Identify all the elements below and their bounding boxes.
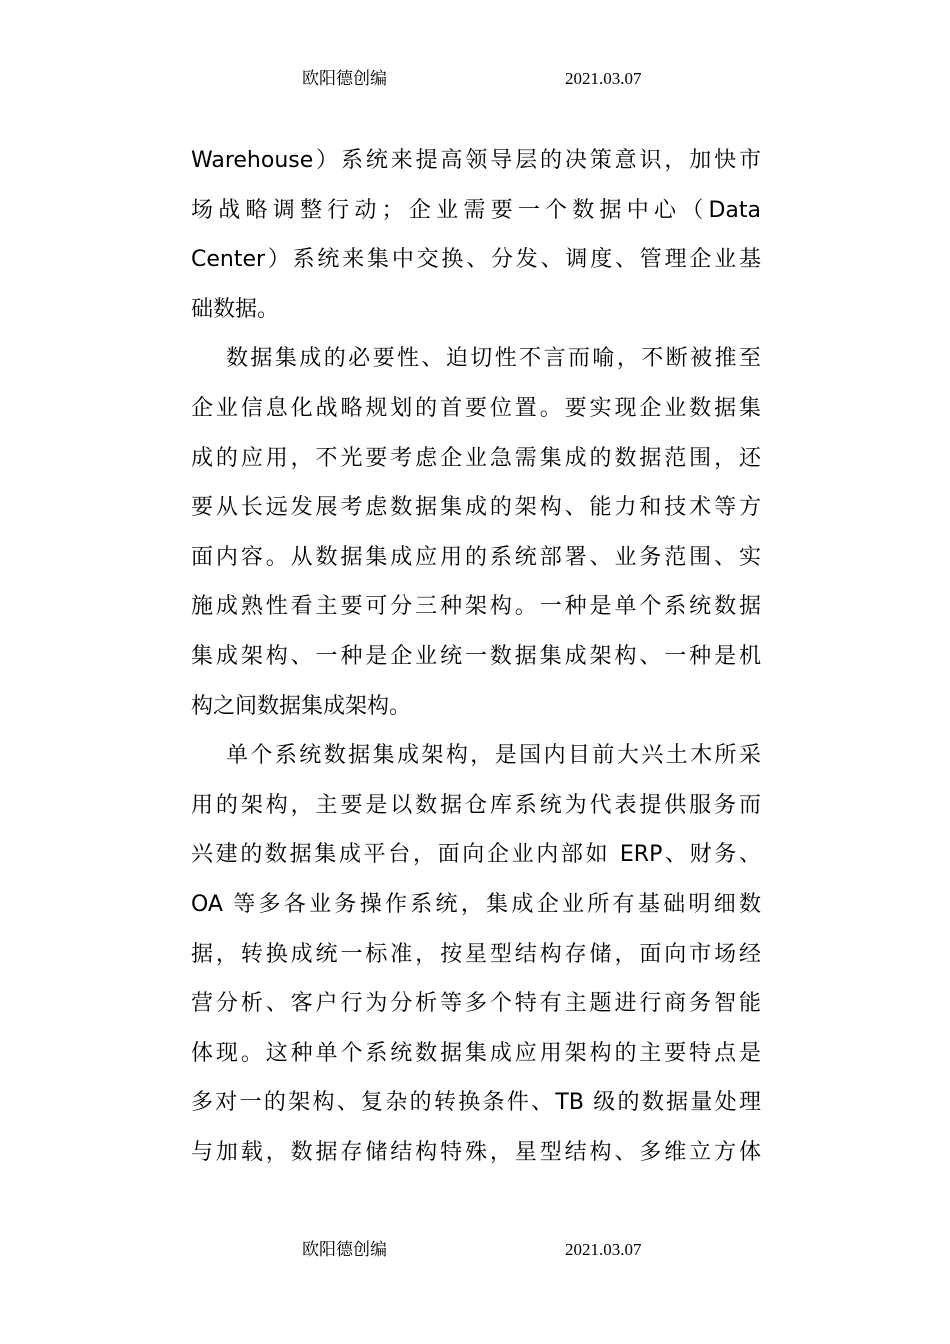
text-line: 数据集成的必要性、迫切性不言而喻，不断被推至 — [226, 346, 761, 372]
text-line: 多对一的架构、复杂的转换条件、TB 级的数据量处理 — [191, 1090, 761, 1116]
body-text — [191, 136, 761, 1177]
text-line: Warehouse）系统来提高领导层的决策意识，加快市 — [191, 148, 761, 173]
text-line: 础数据。 — [191, 296, 280, 322]
text-line: 面内容。从数据集成应用的系统部署、业务范围、实 — [191, 544, 761, 570]
paragraph-1 — [191, 136, 761, 334]
page-footer — [0, 1238, 950, 1262]
paragraph-3 — [191, 731, 761, 1177]
page-header — [0, 67, 950, 91]
paragraph-2 — [191, 334, 761, 731]
text-line: 企业信息化战略规划的首要位置。要实现企业数据集 — [191, 395, 761, 421]
header-date: 2021.03.07 — [565, 69, 642, 88]
text-line: 施成熟性看主要可分三种架构。一种是单个系统数据 — [191, 594, 761, 620]
text-line: 场战略调整行动；企业需要一个数据中心（Data — [191, 197, 761, 223]
text-line: 要从长远发展考虑数据集成的架构、能力和技术等方 — [191, 495, 761, 521]
text-line: 成的应用，不光要考虑企业急需集成的数据范围，还 — [191, 445, 761, 471]
text-line: 单个系统数据集成架构，是国内目前大兴土木所采 — [226, 743, 761, 769]
footer-author: 欧阳德创编 — [302, 1240, 387, 1259]
text-line: 营分析、客户行为分析等多个特有主题进行商务智能 — [191, 991, 761, 1017]
text-line: 据，转换成统一标准，按星型结构存储，面向市场经 — [191, 941, 761, 967]
text-line: 集成架构、一种是企业统一数据集成架构、一种是机 — [191, 643, 761, 669]
footer-date: 2021.03.07 — [565, 1240, 642, 1259]
text-line: OA 等多各业务操作系统，集成企业所有基础明细数 — [191, 891, 761, 917]
text-line: 用的架构，主要是以数据仓库系统为代表提供服务而 — [191, 792, 761, 818]
text-line: Center）系统来集中交换、分发、调度、管理企业基 — [191, 247, 761, 273]
text-line: 构之间数据集成架构。 — [191, 693, 412, 719]
text-line: 体现。这种单个系统数据集成应用架构的主要特点是 — [191, 1040, 761, 1066]
header-author: 欧阳德创编 — [302, 69, 387, 88]
text-line: 与加载，数据存储结构特殊，星型结构、多维立方体 — [191, 1139, 761, 1165]
text-line: 兴建的数据集成平台，面向企业内部如 ERP、财务、 — [191, 842, 761, 868]
